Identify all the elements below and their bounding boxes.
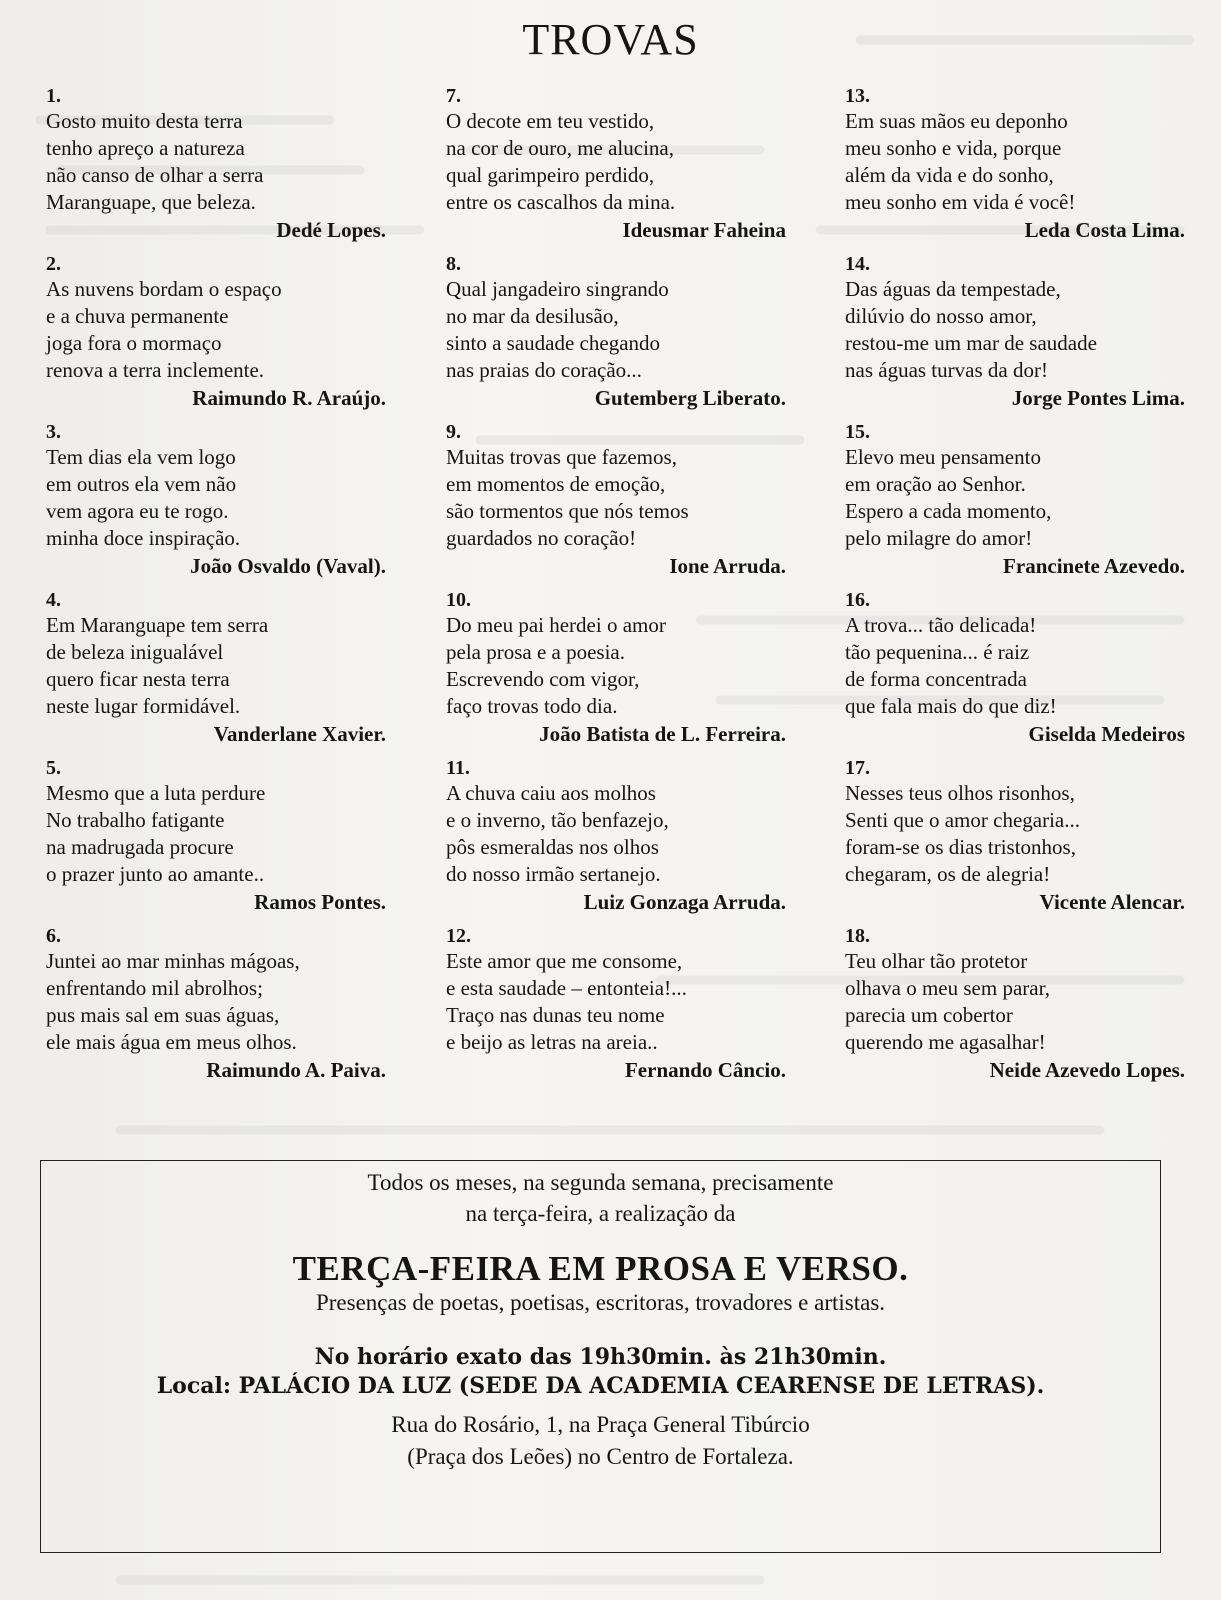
trova-item xyxy=(845,588,1185,756)
trova-item xyxy=(446,420,786,588)
trova-item xyxy=(46,420,386,588)
trova-verse-line: qual garimpeiro perdido, xyxy=(446,163,655,187)
trova-number: 9. xyxy=(446,421,461,443)
trova-verse-line: tenho apreço a natureza xyxy=(46,136,245,160)
trova-verse-line: No trabalho fatigante xyxy=(46,808,225,832)
trova-author: Vicente Alencar. xyxy=(1039,890,1185,914)
trova-verse-line: neste lugar formidável. xyxy=(46,694,241,718)
trova-item xyxy=(46,924,386,1092)
trova-verse-line: vem agora eu te rogo. xyxy=(46,499,229,523)
trova-number: 12. xyxy=(446,925,471,947)
trova-number: 10. xyxy=(446,589,471,611)
trova-verse-line: Elevo meu pensamento xyxy=(845,445,1041,469)
trova-verse-line: meu sonho em vida é você! xyxy=(845,190,1076,214)
trova-number: 3. xyxy=(46,421,61,443)
trova-number: 4. xyxy=(46,589,61,611)
trova-item xyxy=(446,84,786,252)
trova-verse-line: tão pequenina... é raiz xyxy=(845,640,1030,664)
trova-verse-line: em oração ao Senhor. xyxy=(845,472,1026,496)
event-notice-box xyxy=(40,1160,1161,1553)
trova-verse-line: dilúvio do nosso amor, xyxy=(845,304,1037,328)
trova-number: 5. xyxy=(46,757,61,779)
trova-verse-line: foram-se os dias tristonhos, xyxy=(845,835,1076,859)
trova-verse-line: sinto a saudade chegando xyxy=(446,331,661,355)
trova-verse-line: ele mais água em meus olhos. xyxy=(46,1030,297,1054)
trova-item xyxy=(446,924,786,1092)
trova-number: 18. xyxy=(845,925,870,947)
trova-verse-line: faço trovas todo dia. xyxy=(446,694,618,718)
trova-item xyxy=(845,252,1185,420)
trova-item xyxy=(845,924,1185,1092)
trova-author: Neide Azevedo Lopes. xyxy=(989,1058,1185,1082)
trova-author: Giselda Medeiros xyxy=(1028,722,1185,746)
trova-verse-line: Nesses teus olhos risonhos, xyxy=(845,781,1075,805)
trova-verse-line: não canso de olhar a serra xyxy=(46,163,264,187)
trova-number: 14. xyxy=(845,253,870,275)
trova-verse-line: de beleza inigualável xyxy=(46,640,224,664)
trova-number: 2. xyxy=(46,253,61,275)
trova-verse-line: Traço nas dunas teu nome xyxy=(446,1003,665,1027)
trova-verse-line: A chuva caiu aos molhos xyxy=(446,781,656,805)
trova-verse-line: Gosto muito desta terra xyxy=(46,109,243,133)
trova-verse-line: e esta saudade – entonteia!... xyxy=(446,976,687,1000)
notice-intro-line1: Todos os meses, na segunda semana, precisamente xyxy=(367,1170,834,1195)
trova-author: Raimundo A. Paiva. xyxy=(206,1058,386,1082)
trova-verse-line: Muitas trovas que fazemos, xyxy=(446,445,677,469)
trova-verse-line: são tormentos que nós temos xyxy=(446,499,689,523)
event-presence: Presenças de poetas, poetisas, escritoras, trovadores e artistas. xyxy=(315,1290,886,1315)
trova-number: 6. xyxy=(46,925,61,947)
trova-verse-line: nas águas turvas da dor! xyxy=(845,358,1048,382)
trova-item xyxy=(46,588,386,756)
trova-author: Gutemberg Liberato. xyxy=(594,386,786,410)
trova-verse-line: Espero a cada momento, xyxy=(845,499,1052,523)
trova-verse-line: A trova... tão delicada! xyxy=(845,613,1037,637)
page-title: TROVAS xyxy=(522,15,699,64)
trova-verse-line: Maranguape, que beleza. xyxy=(46,190,256,214)
trova-item xyxy=(845,420,1185,588)
trova-verse-line: chegaram, os de alegria! xyxy=(845,862,1051,886)
trova-verse-line: do nosso irmão sertanejo. xyxy=(446,862,661,886)
notice-intro-line2: na terça-feira, a realização da xyxy=(465,1201,736,1226)
trova-verse-line: restou-me um mar de saudade xyxy=(845,331,1097,355)
trova-verse-line: Senti que o amor chegaria... xyxy=(845,808,1080,832)
trova-author: João Osvaldo (Vaval). xyxy=(190,554,386,578)
trova-author: João Batista de L. Ferreira. xyxy=(539,722,786,746)
trova-number: 16. xyxy=(845,589,870,611)
trova-author: Raimundo R. Araújo. xyxy=(192,386,386,410)
event-address-line2: (Praça dos Leões) no Centro de Fortaleza. xyxy=(407,1444,794,1469)
trova-author: Fernando Câncio. xyxy=(624,1058,786,1082)
trova-author: Ione Arruda. xyxy=(669,554,786,578)
trova-item xyxy=(446,252,786,420)
trova-number: 17. xyxy=(845,757,870,779)
trova-verse-line: renova a terra inclemente. xyxy=(46,358,265,382)
trova-author: Leda Costa Lima. xyxy=(1024,218,1185,242)
trova-verse-line: Este amor que me consome, xyxy=(446,949,683,973)
trova-author: Luiz Gonzaga Arruda. xyxy=(583,890,786,914)
trova-number: 7. xyxy=(446,85,461,107)
event-location: Local: PALÁCIO DA LUZ (SEDE DA ACADEMIA CEARENSE DE LETRAS). xyxy=(156,1373,1045,1399)
trova-verse-line: e beijo as letras na areia.. xyxy=(446,1030,658,1054)
trova-verse-line: que fala mais do que diz! xyxy=(845,694,1057,718)
trova-item xyxy=(46,252,386,420)
trova-verse-line: Do meu pai herdei o amor xyxy=(446,613,666,637)
trova-item xyxy=(46,84,386,252)
trova-verse-line: Juntei ao mar minhas mágoas, xyxy=(46,949,300,973)
trova-author: Ramos Pontes. xyxy=(254,890,386,914)
trova-verse-line: pela prosa e a poesia. xyxy=(446,640,626,664)
trova-verse-line: pôs esmeraldas nos olhos xyxy=(446,835,659,859)
trova-verse-line: o prazer junto ao amante.. xyxy=(46,862,265,886)
trova-verse-line: parecia um cobertor xyxy=(845,1003,1013,1027)
trova-verse-line: nas praias do coração... xyxy=(446,358,642,382)
trova-verse-line: na madrugada procure xyxy=(46,835,234,859)
trova-verse-line: Teu olhar tão protetor xyxy=(845,949,1028,973)
trova-verse-line: além da vida e do sonho, xyxy=(845,163,1054,187)
column-left xyxy=(46,84,386,1092)
trova-verse-line: Mesmo que a luta perdure xyxy=(46,781,266,805)
trova-verse-line: Em Maranguape tem serra xyxy=(46,613,269,637)
trova-item xyxy=(845,84,1185,252)
trova-author: Ideusmar Faheina xyxy=(622,218,786,242)
trova-verse-line: na cor de ouro, me alucina, xyxy=(446,136,674,160)
trova-item xyxy=(446,588,786,756)
trova-number: 8. xyxy=(446,253,461,275)
trova-author: Jorge Pontes Lima. xyxy=(1011,386,1185,410)
trova-verse-line: querendo me agasalhar! xyxy=(845,1030,1046,1054)
trova-number: 15. xyxy=(845,421,870,443)
event-address-line1: Rua do Rosário, 1, na Praça General Tibúrcio xyxy=(391,1412,810,1437)
trova-verse-line: e o inverno, tão benfazejo, xyxy=(446,808,669,832)
trova-author: Francinete Azevedo. xyxy=(1003,554,1185,578)
trova-verse-line: em momentos de emoção, xyxy=(446,472,666,496)
trova-verse-line: olhava o meu sem parar, xyxy=(845,976,1050,1000)
trova-item xyxy=(845,756,1185,924)
trova-verse-line: pelo milagre do amor! xyxy=(845,526,1033,550)
trova-verse-line: Das águas da tempestade, xyxy=(845,277,1061,301)
column-middle xyxy=(446,84,786,1092)
trova-verse-line: As nuvens bordam o espaço xyxy=(46,277,282,301)
trova-verse-line: no mar da desilusão, xyxy=(446,304,619,328)
trova-verse-line: de forma concentrada xyxy=(845,667,1027,691)
trova-verse-line: O decote em teu vestido, xyxy=(446,109,655,133)
trova-verse-line: meu sonho e vida, porque xyxy=(845,136,1062,160)
trova-verse-line: e a chuva permanente xyxy=(46,304,229,328)
event-time: No horário exato das 19h30min. às 21h30min. xyxy=(314,1344,887,1370)
trova-verse-line: minha doce inspiração. xyxy=(46,526,241,550)
trova-author: Dedé Lopes. xyxy=(276,218,386,242)
trova-item xyxy=(46,756,386,924)
trova-verse-line: Tem dias ela vem logo xyxy=(46,445,236,469)
trova-verse-line: joga fora o mormaço xyxy=(46,331,222,355)
trova-number: 11. xyxy=(446,757,470,779)
trova-verse-line: pus mais sal em suas águas, xyxy=(46,1003,280,1027)
trova-verse-line: quero ficar nesta terra xyxy=(46,667,230,691)
trova-verse-line: em outros ela vem não xyxy=(46,472,237,496)
trova-number: 13. xyxy=(845,85,870,107)
trova-verse-line: entre os cascalhos da mina. xyxy=(446,190,676,214)
trova-verse-line: enfrentando mil abrolhos; xyxy=(46,976,263,1000)
trova-author: Vanderlane Xavier. xyxy=(213,722,386,746)
trova-verse-line: Qual jangadeiro singrando xyxy=(446,277,669,301)
trova-verse-line: Escrevendo com vigor, xyxy=(446,667,640,691)
column-right xyxy=(845,84,1185,1092)
trova-number: 1. xyxy=(46,85,61,107)
trova-verse-line: Em suas mãos eu deponho xyxy=(845,109,1068,133)
event-headline: TERÇA-FEIRA EM PROSA E VERSO. xyxy=(292,1249,909,1288)
trova-item xyxy=(446,756,786,924)
trova-verse-line: guardados no coração! xyxy=(446,526,637,550)
